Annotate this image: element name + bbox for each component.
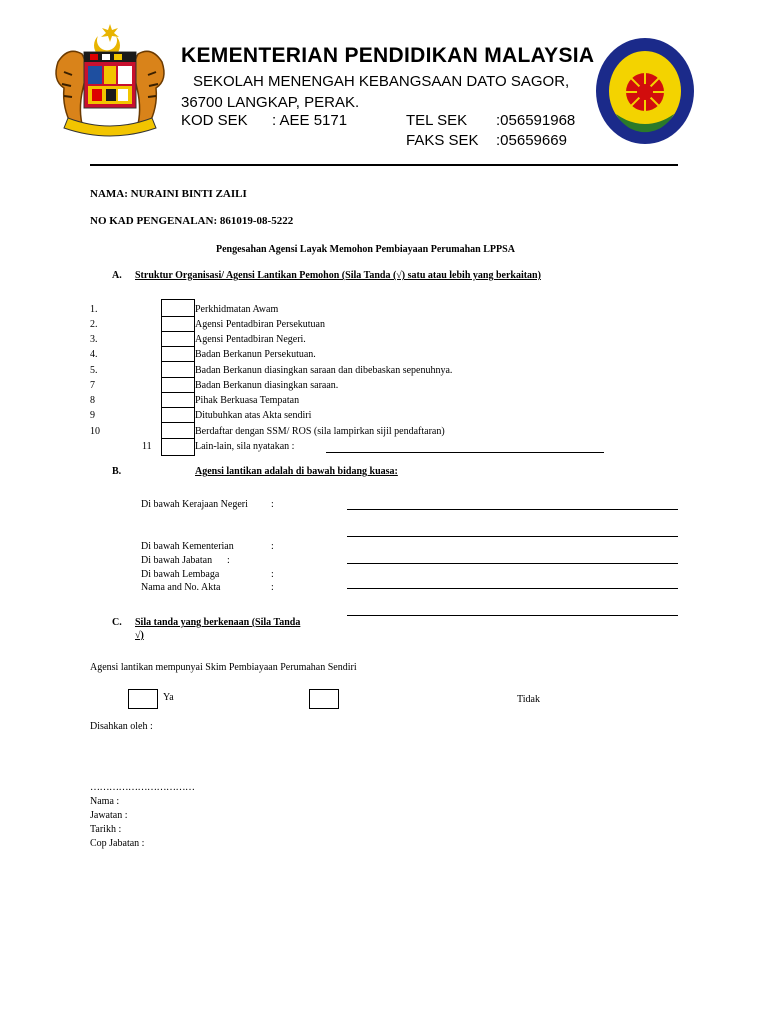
item-label: Lain-lain, sila nyatakan : bbox=[195, 441, 295, 452]
header-divider bbox=[90, 164, 678, 166]
other-specify-line[interactable] bbox=[326, 452, 604, 453]
school-logo bbox=[594, 36, 696, 146]
kementerian-line[interactable] bbox=[347, 563, 678, 564]
section-b-letter: B. bbox=[112, 466, 122, 477]
checkbox-item-9[interactable] bbox=[161, 407, 195, 423]
item-label: Ditubuhkan atas Akta sendiri bbox=[195, 410, 312, 421]
applicant-name: NAMA: NURAINI BINTI ZAILI bbox=[90, 188, 247, 200]
checkbox-item-1[interactable] bbox=[161, 299, 195, 317]
ministry-crest bbox=[50, 22, 170, 140]
item-number: 11 bbox=[142, 441, 152, 452]
item-label: Pihak Berkuasa Tempatan bbox=[195, 395, 300, 406]
item-number: 1. bbox=[90, 304, 98, 315]
item-label: Agensi Pentadbiran Negeri. bbox=[195, 334, 306, 345]
item-label: Badan Berkanun diasingkan saraan. bbox=[195, 380, 339, 391]
item-number: 9 bbox=[90, 410, 95, 421]
lembaga-line[interactable] bbox=[347, 588, 678, 589]
checkbox-item-11[interactable] bbox=[161, 438, 195, 456]
kod-label: KOD SEK bbox=[181, 112, 248, 129]
tarikh-label: Tarikh : bbox=[90, 824, 122, 835]
negeri-colon: : bbox=[271, 499, 274, 510]
checkbox-item-10[interactable] bbox=[161, 422, 195, 439]
tel-value: :056591968 bbox=[496, 112, 576, 129]
section-c-heading-1: Sila tanda yang berkenaan (Sila Tanda bbox=[135, 617, 301, 628]
lembaga-label: Di bawah Lembaga bbox=[141, 569, 220, 580]
checkbox-tidak[interactable] bbox=[309, 689, 339, 709]
section-a-heading: Struktur Organisasi/ Agensi Lantikan Pemohon (Sila Tanda (√) satu atau lebih yang berkaitan) bbox=[135, 270, 541, 281]
nama-label: Nama : bbox=[90, 796, 120, 807]
tidak-label: Tidak bbox=[517, 694, 540, 705]
tel-label: TEL SEK bbox=[406, 112, 468, 129]
skim-statement: Agensi lantikan mempunyai Skim Pembiayaan Perumahan Sendiri bbox=[90, 662, 357, 673]
checkbox-item-8[interactable] bbox=[161, 392, 195, 408]
checkbox-ya[interactable] bbox=[128, 689, 158, 709]
jabatan-label: Di bawah Jabatan bbox=[141, 555, 213, 566]
akta-label: Nama and No. Akta bbox=[141, 582, 221, 593]
item-number: 2. bbox=[90, 319, 98, 330]
section-b-heading: Agensi lantikan adalah di bawah bidang kuasa: bbox=[195, 466, 398, 477]
cop-label: Cop Jabatan : bbox=[90, 838, 145, 849]
ya-label: Ya bbox=[163, 692, 174, 703]
item-number: 3. bbox=[90, 334, 98, 345]
lembaga-colon: : bbox=[271, 569, 274, 580]
kementerian-label: Di bawah Kementerian bbox=[141, 541, 234, 552]
ministry-title: KEMENTERIAN PENDIDIKAN MALAYSIA bbox=[181, 44, 595, 67]
section-c-letter: C. bbox=[112, 617, 122, 628]
item-number: 7 bbox=[90, 380, 95, 391]
section-a-letter: A. bbox=[112, 270, 122, 281]
item-number: 5. bbox=[90, 365, 98, 376]
jawatan-label: Jawatan : bbox=[90, 810, 128, 821]
jabatan-colon: : bbox=[227, 555, 230, 566]
item-label: Badan Berkanun Persekutuan. bbox=[195, 349, 316, 360]
school-name: SEKOLAH MENENGAH KEBANGSAAN DATO SAGOR, bbox=[193, 73, 570, 90]
item-number: 10 bbox=[90, 426, 100, 437]
negeri-label: Di bawah Kerajaan Negeri bbox=[141, 499, 248, 510]
item-label: Berdaftar dengan SSM/ ROS (sila lampirkan sijil pendaftaran) bbox=[195, 426, 445, 437]
faks-label: FAKS SEK bbox=[406, 132, 479, 149]
checkbox-item-7[interactable] bbox=[161, 377, 195, 393]
item-label: Badan Berkanun diasingkan saraan dan dibebaskan sepenuhnya. bbox=[195, 365, 453, 376]
item-number: 4. bbox=[90, 349, 98, 360]
disahkan-label: Disahkan oleh : bbox=[90, 721, 153, 732]
kod-value: : AEE 5171 bbox=[272, 112, 348, 129]
item-label: Agensi Pentadbiran Persekutuan bbox=[195, 319, 325, 330]
item-number: 8 bbox=[90, 395, 95, 406]
form-title: Pengesahan Agensi Layak Memohon Pembiayaan Perumahan LPPSA bbox=[216, 244, 515, 255]
akta-colon: : bbox=[271, 582, 274, 593]
negeri-line-2[interactable] bbox=[347, 536, 678, 537]
checkbox-item-5[interactable] bbox=[161, 361, 195, 378]
kementerian-colon: : bbox=[271, 541, 274, 552]
akta-line[interactable] bbox=[347, 615, 678, 616]
checkbox-item-3[interactable] bbox=[161, 331, 195, 347]
checkbox-item-4[interactable] bbox=[161, 346, 195, 362]
item-label: Perkhidmatan Awam bbox=[195, 304, 279, 315]
negeri-line[interactable] bbox=[347, 509, 678, 510]
section-c-heading-2: √) bbox=[135, 630, 144, 641]
signature-dots: …………………………… bbox=[90, 782, 195, 793]
checkbox-item-2[interactable] bbox=[161, 316, 195, 332]
school-address: 36700 LANGKAP, PERAK. bbox=[181, 94, 360, 111]
applicant-ic: NO KAD PENGENALAN: 861019-08-5222 bbox=[90, 215, 294, 227]
faks-value: :05659669 bbox=[496, 132, 567, 149]
